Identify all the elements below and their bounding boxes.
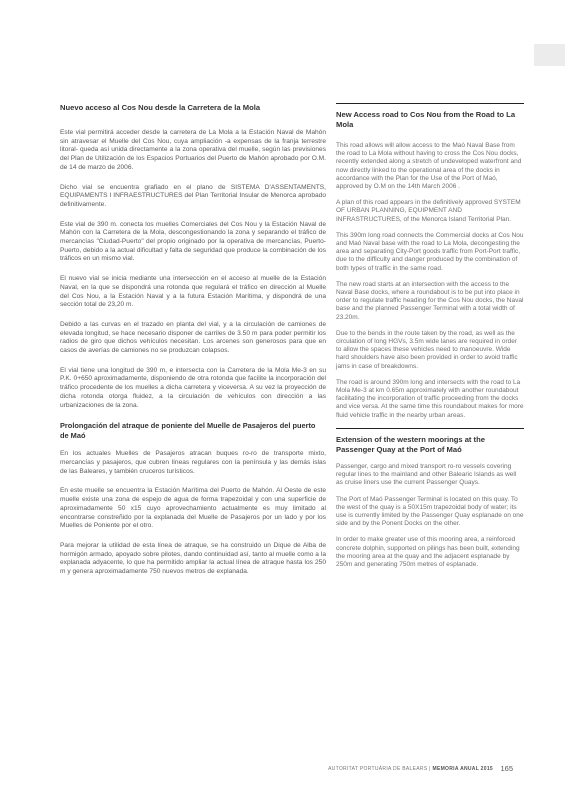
paragraph: Este vial de 390 m. conecta los muelles Comerciales del Cos Nou y la Estación Naval de Mahón con la Carretera de la Mola, descongestionando la zona y separando el tráfico de mercancías "Ciudad-Puerto" del propio originado por la operativa de mercancías, Puerto-Puerto, debido a la actual dificultad y falta de seguridad que produce la combinación de los tráficos en un mismo vial. xyxy=(60,220,326,263)
paragraph: En los actuales Muelles de Pasajeros atracan buques ro-ro de transporte mixto, mercancías y pasajeros, que cubren líneas regulares con la península y las demás islas de las Baleares, y también cruceros turísticos. xyxy=(60,450,326,475)
spanish-column xyxy=(60,103,326,588)
page-footer xyxy=(0,764,565,778)
paragraph: Este vial permitirá acceder desde la carretera de La Mola a la Estación Naval de Mahón sin atravesar el Muelle del Cos Nou, cuya ampliación -a expensas de la franja terrestre litoral- queda así unida directamente a la zona operativa del muelle, según las previsiones del Plan de Utilización de los Espacios Portuarios del Puerto de Mahón aprobado por O.M. de 14 de marzo de 2006. xyxy=(60,129,326,171)
paragraph: This 390m long road connects the Commercial docks at Cos Nou and Maó Naval base with the road to La Mola, decongesting the area and separating City-Port goods traffic from Port-Port traffic, due to the difficulty and danger produced by the combination of both types of traffic in the same road. xyxy=(336,231,524,272)
paragraph: In order to make greater use of this mooring area, a reinforced concrete dolphin, supported on pilings has been built, extending the mooring area at the quay and the adjacent esplanade by 250m and generating 750m metres of esplanade. xyxy=(336,536,520,568)
english-column xyxy=(336,103,524,577)
paragraph: En este muelle se encuentra la Estación Marítima del Puerto de Mahón. Al Oeste de este muelle existe una zona de espejo de agua de forma trapezoidal y con una superficie de aproximadamente 50 x15 cuyo aprovechamiento actualmente es muy limitado al encontrarse constreñido por la explanada del Muelle de Pasajeros por un lado y por los Muelles de Poniente por el otro. xyxy=(60,487,326,530)
paragraph: Dicho vial se encuentra grafiado en el plano de SISTEMA D'ASSENTAMENTS, EQUIPAMENTS I INFRAESTRUCTURES del Plan Territorial Insular de Menorca aprobado definitivamente. xyxy=(60,183,326,208)
heading-rule xyxy=(336,103,524,104)
paragraph: The road is around 390m long and intersects with the road to La Mola Me-3 at km 0.65m approximately with another roundabout facilitating the incorporation of traffic proceeding from the docks and vice versa. At the same time this roundabout makes for more fluid vehicle traffic in the nearby urban areas. xyxy=(336,378,524,419)
footer-separator: | xyxy=(429,766,431,772)
paragraph: Due to the bends in the route taken by the road, as well as the circulation of long HGVs, 3.5m wide lanes are required in order to allow the spaces these vehicles need to manoeuvre. Wide hard shoulders have also been provided in order to avoid traffic jams in case of breakdowns. xyxy=(336,329,518,370)
paragraph: The Port of Maó Passenger Terminal is located on this quay. To the west of the quay is a 50X15m trapezoidal body of water; its use is currently limited by the Passenger Quay esplanade on one side and by the Ponent Docks on the other. xyxy=(336,495,524,528)
paragraph: This road allows will allow access to the Maó Naval Base from the road to La Mola without having to cross the Cos Nou docks, recently extended along a stretch of undeveloped waterfront and now directly linked to the operational area of the docks in accordance with the Plan for the Use of the Port of Maó, approved by O.M on the 14th March 2006 . xyxy=(336,142,522,191)
page-number: 165 xyxy=(500,764,513,773)
footer-text xyxy=(328,766,493,772)
paragraph: The new road starts at an intersection with the access to the Naval Base docks, where a roundabout is to be put into place in order to regulate traffic heading for the Cos Nou docks, the Naval base and the planned Passenger Terminal with a total width of 23.20m. xyxy=(336,280,524,321)
paragraph: El nuevo vial se inicia mediante una intersección en el acceso al muelle de la Estación Naval, en la que se dispondrá una rotonda que regulará el tráfico en dirección al Muelle del Cos Nou, a la Estación Naval y a la futura Estación Marítima, y dispondrá de una sección total de 23,20 m. xyxy=(60,275,326,309)
page-corner-tab xyxy=(534,44,565,66)
paragraph: Passenger, cargo and mixed transport ro-ro vessels covering regular lines to the mainland and other Balearic Islands as well as cruise liners use the current Passenger Quays. xyxy=(336,462,517,487)
footer-report: MEMORIA ANUAL 2015 xyxy=(432,766,493,772)
section-heading: Nuevo acceso al Cos Nou desde la Carretera de la Mola xyxy=(60,103,261,112)
paragraph: El vial tiene una longitud de 390 m, e intersecta con la Carretera de la Mola Me-3 en su P.K. 0+650 aproximadamente, disponiendo de otra rotonda que facilite la incorporación del tráfico procedente de los muelles a dicha carretera y viceversa. A su vez la proyección de dicha rotonda otorga fluidez, a la circulación de vehículos con dirección a las urbanizaciones de la zona. xyxy=(60,366,326,409)
section-heading: New Access road to Cos Nou from the Road to La Mola xyxy=(336,110,516,129)
paragraph: Para mejorar la utilidad de esta línea de atraque, se ha construido un Dique de Alba de hormigón armado, apoyado sobre pilotes, dando continuidad así, tanto al muelle como a la explanada adyacente, lo que ha permitido ampliar la actual línea de atraque hasta los 250 m y genera aproximadamente 750 nuevos metros de explanada. xyxy=(60,541,326,576)
paragraph: A plan of this road appears in the definitively approved SYSTEM OF URBAN PLANNING, EQUIPMENT AND INFRASTRUCTURES, of the Menorca Island Territorial Plan. xyxy=(336,199,521,223)
section-heading: Prolongación del atraque de poniente del Muelle de Pasajeros del puerto de Maó xyxy=(60,421,316,441)
heading-rule xyxy=(336,428,524,429)
footer-org: AUTORITAT PORTUÀRIA DE BALEARS xyxy=(328,766,428,772)
section-heading: Extension of the western moorings at the Passenger Quay at the Port of Maó xyxy=(336,434,485,454)
subsection xyxy=(336,428,524,455)
paragraph: Debido a las curvas en el trazado en planta del vial, y a la circulación de camiones de elevada longitud, se hace necesario disponer de carriles de 3.50 m para poder permitir los radios de giro que dichos vehículos necesitan. Los arcenes son generosos para que en casos de averías de camiones no se produzcan colapsos. xyxy=(60,320,326,355)
